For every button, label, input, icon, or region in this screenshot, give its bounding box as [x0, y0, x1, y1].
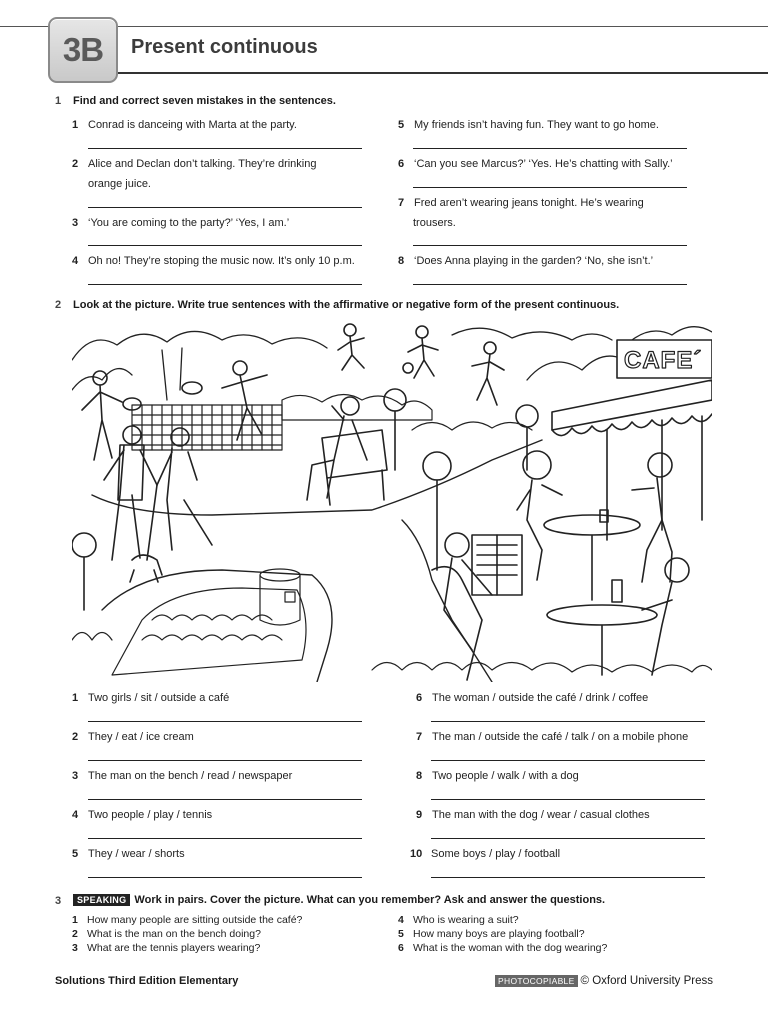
photocopiable-badge: PHOTOCOPIABLE: [495, 975, 578, 987]
ex2-item: [72, 727, 194, 747]
exercise-2-instruction: Look at the picture. Write true sentences with the affirmative or negative form of the present continuous.: [73, 299, 620, 311]
item-text: The man on the bench / read / newspaper: [88, 770, 293, 782]
footer-publisher: [495, 975, 713, 987]
publisher-text: © Oxford University Press: [580, 975, 713, 987]
ex1-item: [398, 193, 644, 213]
answer-line[interactable]: [88, 284, 362, 285]
ex3-question: [398, 927, 585, 941]
item-text: They / eat / ice cream: [88, 731, 194, 743]
answer-line[interactable]: [88, 877, 362, 878]
ex2-item: [72, 766, 292, 786]
question-number: 3: [72, 942, 78, 954]
speaking-badge: SPEAKING: [73, 894, 130, 906]
park-cafe-illustration: [72, 320, 712, 682]
page-title: Present continuous: [131, 36, 318, 58]
answer-line[interactable]: [431, 760, 705, 761]
answer-line[interactable]: [431, 877, 705, 878]
exercise-3-instruction: Work in pairs. Cover the picture. What can you remember? Ask and answer the questions.: [134, 894, 606, 906]
question-text: What are the tennis players wearing?: [87, 942, 261, 954]
answer-line[interactable]: [431, 799, 705, 800]
ex1-item: [72, 115, 297, 135]
ex1-item: [72, 251, 355, 271]
item-number: 10: [410, 848, 423, 860]
flower-bed: [112, 569, 306, 675]
question-text: What is the man on the bench doing?: [87, 928, 261, 940]
item-text: The woman / outside the café / drink / coffee: [432, 692, 649, 704]
item-text: ‘Does Anna playing in the garden? ‘No, she isn’t.’: [414, 255, 654, 267]
exercise-1-number: 1: [55, 95, 62, 107]
item-number: 5: [72, 848, 79, 860]
answer-line[interactable]: [431, 838, 705, 839]
answer-line[interactable]: [88, 721, 362, 722]
ex3-question: [398, 941, 607, 955]
question-number: 1: [72, 914, 78, 926]
item-text: The man with the dog / wear / casual clothes: [432, 809, 650, 821]
header-rule: [116, 72, 768, 74]
ex1-item: [398, 154, 673, 174]
exercise-2-number: 2: [55, 299, 62, 311]
ex2-item: [416, 727, 688, 747]
man-on-bench: [307, 397, 387, 505]
item-number: 1: [72, 119, 79, 131]
item-text: Two people / walk / with a dog: [432, 770, 579, 782]
item-text-cont: trousers.: [413, 217, 456, 229]
item-text: Conrad is danceing with Marta at the party.: [88, 119, 297, 131]
question-number: 2: [72, 928, 78, 940]
item-number: 9: [416, 809, 423, 821]
answer-line[interactable]: [88, 207, 362, 208]
exercise-3-number: 3: [55, 895, 62, 907]
item-number: 7: [416, 731, 423, 743]
answer-line[interactable]: [413, 187, 687, 188]
ex2-item: [72, 844, 185, 864]
answer-line[interactable]: [431, 721, 705, 722]
foreground-bushes: [72, 633, 712, 673]
answer-line[interactable]: [88, 799, 362, 800]
answer-line[interactable]: [88, 148, 362, 149]
ex2-item: [72, 688, 229, 708]
answer-line[interactable]: [413, 245, 687, 246]
item-text: Fred aren’t wearing jeans tonight. He’s wearing: [414, 197, 644, 209]
item-number: 8: [416, 770, 423, 782]
unit-badge: 3B: [48, 17, 118, 83]
answer-line[interactable]: [88, 760, 362, 761]
exercise-3-instruction-row: [73, 894, 605, 906]
ex3-question: [72, 927, 261, 941]
question-text: What is the woman with the dog wearing?: [413, 942, 608, 954]
ex2-item: [416, 688, 648, 708]
ex1-item: [72, 213, 289, 233]
footer-book-title: Solutions Third Edition Elementary: [55, 975, 239, 987]
item-number: 7: [398, 197, 405, 209]
item-number: 6: [416, 692, 423, 704]
question-number: 4: [398, 914, 404, 926]
ex1-item: [72, 154, 316, 174]
item-number: 3: [72, 217, 79, 229]
item-number: 4: [72, 809, 79, 821]
question-number: 6: [398, 942, 404, 954]
ex1-item: [398, 115, 659, 135]
answer-line[interactable]: [88, 245, 362, 246]
ex2-item: [410, 844, 560, 864]
item-text: Oh no! They’re stoping the music now. It’s only 10 p.m.: [88, 255, 355, 267]
question-text: How many people are sitting outside the café?: [87, 914, 303, 926]
ex2-item: [416, 805, 650, 825]
ex2-item: [72, 805, 212, 825]
item-text: Alice and Declan don’t talking. They’re drinking: [88, 158, 317, 170]
answer-line[interactable]: [88, 838, 362, 839]
item-text-cont: orange juice.: [88, 178, 151, 190]
item-number: 5: [398, 119, 405, 131]
item-text: The man / outside the café / talk / on a mobile phone: [432, 731, 689, 743]
item-text: Two people / play / tennis: [88, 809, 213, 821]
item-number: 4: [72, 255, 79, 267]
answer-line[interactable]: [413, 284, 687, 285]
item-text: ‘You are coming to the party?’ ‘Yes, I am.’: [88, 217, 290, 229]
item-text: ‘Can you see Marcus?’ ‘Yes. He’s chatting with Sally.’: [414, 158, 673, 170]
item-number: 6: [398, 158, 405, 170]
ex3-question: [398, 913, 519, 927]
question-number: 5: [398, 928, 404, 940]
item-text: Two girls / sit / outside a café: [88, 692, 230, 704]
item-text: Some boys / play / football: [431, 848, 561, 860]
tennis-net: [132, 405, 282, 450]
cafe-sign: CAFE´: [624, 347, 703, 374]
item-number: 8: [398, 255, 405, 267]
park-paths: [92, 440, 542, 682]
ex3-question: [72, 941, 260, 955]
ex3-question: [72, 913, 302, 927]
item-text: My friends isn’t having fun. They want to go home.: [414, 119, 659, 131]
cafe-people: [432, 451, 689, 680]
item-number: 2: [72, 731, 79, 743]
football-boys: [338, 324, 504, 405]
answer-line[interactable]: [413, 148, 687, 149]
question-text: Who is wearing a suit?: [413, 914, 519, 926]
item-number: 3: [72, 770, 79, 782]
question-text: How many boys are playing football?: [413, 928, 585, 940]
item-number: 2: [72, 158, 79, 170]
item-text: They / wear / shorts: [88, 848, 185, 860]
ex1-item: [398, 251, 653, 271]
exercise-1-instruction: Find and correct seven mistakes in the sentences.: [73, 95, 336, 107]
ex2-item: [416, 766, 579, 786]
item-number: 1: [72, 692, 79, 704]
